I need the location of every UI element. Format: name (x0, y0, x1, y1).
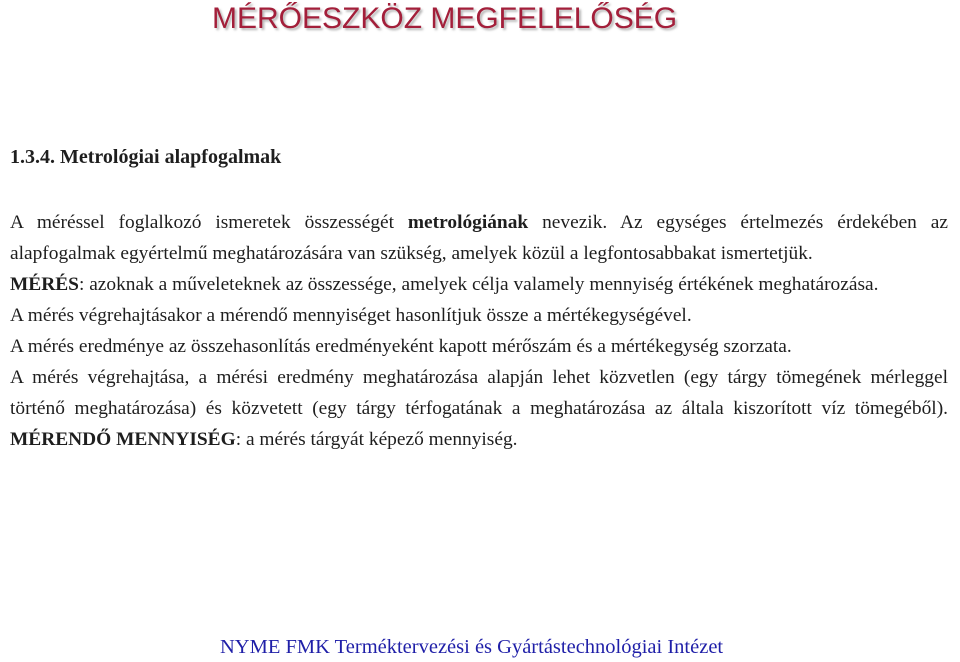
section-title: Metrológiai alapfogalmak (60, 146, 282, 168)
paragraph-comparison: A mérés végrehajtásakor a mérendő mennyiséget hasonlítjuk össze a mértékegységével. (10, 305, 692, 326)
paragraph-metrology-line-1 (10, 212, 948, 234)
paragraph-direct-indirect-line-1: A mérés végrehajtása, a mérési eredmény meghatározása alapján lehet közvetlen (egy tárgy tömegének mérleggel (10, 367, 948, 388)
footer-institute: NYME FMK Terméktervezési és Gyártástechnológiai Intézet (220, 636, 724, 658)
definition-text: : azoknak a műveleteknek az összessége, amelyek célja valamely mennyiség értékének meghatározása. (78, 274, 879, 295)
paragraph-result: A mérés eredménye az összehasonlítás eredményeként kapott mérőszám és a mértékegység szorzata. (10, 336, 792, 357)
definition-merendo-mennyiseg (10, 429, 517, 451)
term-merendo-mennyiseg: MÉRENDŐ MENNYISÉG (10, 429, 236, 450)
paragraph-text: nevezik. Az egységes értelmezés érdekében az (528, 212, 948, 233)
paragraph-text: A méréssel foglalkozó ismeretek összességét (10, 212, 408, 233)
section-number: 1.3.4. (10, 146, 55, 168)
definition-meres (10, 274, 878, 296)
definition-text: : a mérés tárgyát képező mennyiség. (235, 429, 518, 450)
term-meres: MÉRÉS (10, 274, 79, 295)
paragraph-direct-indirect-line-2: történő meghatározása) és közvetett (egy tárgy térfogatának a meghatározása az általa kiszorított víz tömegéből). (10, 398, 948, 419)
slide-title: MÉRŐESZKÖZ MEGFELELŐSÉG (212, 2, 678, 35)
paragraph-metrology-line-2: alapfogalmak egyértelmű meghatározására van szükség, amelyek közül a legfontosabbakat ismertetjük. (10, 243, 813, 264)
section-heading (10, 146, 281, 169)
bold-term-metrology: metrológiának (407, 212, 529, 233)
